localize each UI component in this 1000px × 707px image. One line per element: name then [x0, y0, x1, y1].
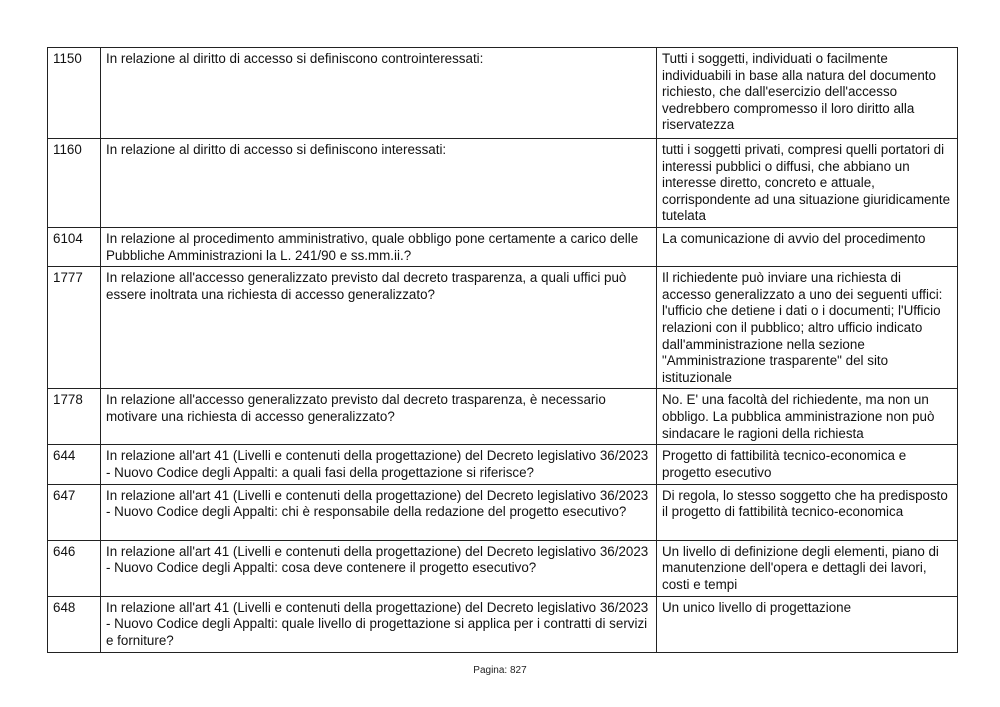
table-row: [48, 596, 958, 652]
row-question: In relazione all'accesso generalizzato previsto dal decreto trasparenza, a quali uffici può essere inoltrata una richiesta di accesso generalizzato?: [101, 267, 657, 389]
row-question: In relazione all'art 41 (Livelli e contenuti della progettazione) del Decreto legislativo 36/2023 - Nuovo Codice degli Appalti: a quali fasi della progettazione si riferisce?: [101, 445, 657, 484]
row-question: In relazione all'art 41 (Livelli e contenuti della progettazione) del Decreto legislativo 36/2023 - Nuovo Codice degli Appalti: quale livello di progettazione si applica per i contratti di servizi e forniture?: [101, 596, 657, 652]
table-row: [48, 267, 958, 389]
table-row: [48, 484, 958, 540]
row-answer: Il richiedente può inviare una richiesta di accesso generalizzato a uno dei seguenti uffici: l'ufficio che detiene i dati o i documenti; l'Ufficio relazioni con il pubblico; altro ufficio indicato dall'amministrazione nella sezione "Amministrazione trasparente" del sito istituzionale: [657, 267, 958, 389]
row-id: 1778: [48, 389, 101, 445]
row-id: 1150: [48, 48, 101, 139]
row-id: 1160: [48, 139, 101, 228]
row-question: In relazione al diritto di accesso si definiscono controinteressati:: [101, 48, 657, 139]
row-id: 647: [48, 484, 101, 540]
table-row: [48, 139, 958, 228]
row-question: In relazione all'art 41 (Livelli e contenuti della progettazione) del Decreto legislativo 36/2023 - Nuovo Codice degli Appalti: cosa deve contenere il progetto esecutivo?: [101, 540, 657, 596]
row-question: In relazione al diritto di accesso si definiscono interessati:: [101, 139, 657, 228]
row-id: 1777: [48, 267, 101, 389]
question-table: [47, 47, 958, 653]
table-row: [48, 445, 958, 484]
page-number: Pagina: 827: [473, 665, 527, 676]
row-answer: Di regola, lo stesso soggetto che ha predisposto il progetto di fattibilità tecnico-economica: [657, 484, 958, 540]
row-answer: tutti i soggetti privati, compresi quelli portatori di interessi pubblici o diffusi, che abbiano un interesse diretto, concreto e attuale, corrispondente ad una situazione giuridicamente tutelata: [657, 139, 958, 228]
row-question: In relazione all'art 41 (Livelli e contenuti della progettazione) del Decreto legislativo 36/2023 - Nuovo Codice degli Appalti: chi è responsabile della redazione del progetto esecutivo?: [101, 484, 657, 540]
row-answer: La comunicazione di avvio del procedimento: [657, 228, 958, 267]
row-answer: Un livello di definizione degli elementi, piano di manutenzione dell'opera e dettagli dei lavori, costi e tempi: [657, 540, 958, 596]
row-answer: Tutti i soggetti, individuati o facilmente individuabili in base alla natura del documento richiesto, che dall'esercizio dell'accesso vedrebbero compromesso il loro diritto alla riservatezza: [657, 48, 958, 139]
row-id: 6104: [48, 228, 101, 267]
row-answer: Un unico livello di progettazione: [657, 596, 958, 652]
row-id: 644: [48, 445, 101, 484]
table-row: [48, 389, 958, 445]
row-answer: No. E' una facoltà del richiedente, ma non un obbligo. La pubblica amministrazione non può sindacare le ragioni della richiesta: [657, 389, 958, 445]
row-question: In relazione al procedimento amministrativo, quale obbligo pone certamente a carico delle Pubbliche Amministrazioni la L. 241/90 e ss.mm.ii.?: [101, 228, 657, 267]
row-id: 646: [48, 540, 101, 596]
table-row: [48, 48, 958, 139]
table-row: [48, 228, 958, 267]
row-question: In relazione all'accesso generalizzato previsto dal decreto trasparenza, è necessario motivare una richiesta di accesso generalizzato?: [101, 389, 657, 445]
row-id: 648: [48, 596, 101, 652]
row-answer: Progetto di fattibilità tecnico-economica e progetto esecutivo: [657, 445, 958, 484]
table-row: [48, 540, 958, 596]
